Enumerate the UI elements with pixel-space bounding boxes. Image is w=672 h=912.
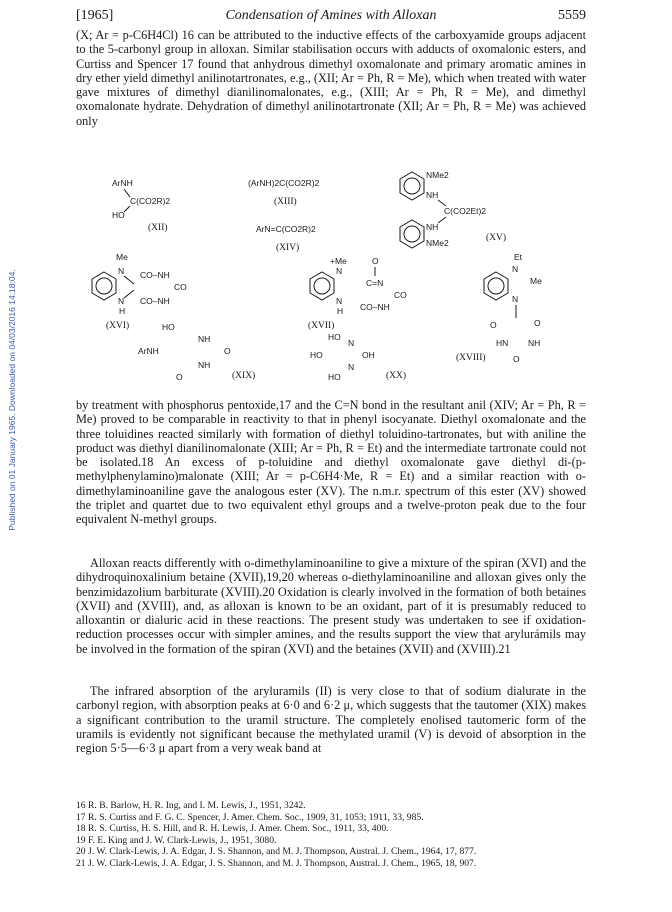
- xv-nme2-top: NMe2: [426, 170, 449, 180]
- xvi-h: H: [119, 306, 126, 316]
- xii-ho: HO: [112, 210, 125, 220]
- paragraph-3: Alloxan reacts differently with o-dimethylaminoaniline to give a mixture of the spiran (XVI) and the dihydroquinoxalinium betaine (XVII),19,20 whereas o-diethylaminoaniline and alloxan gives only the benzimidazolium barbiturate (XVIII).20 Oxidation is clearly involved in the formation of both betaines (XVII) and (XVIII), and, as alloxan is known to be an oxidant, part of it is presumably reduced to alloxantin or dialuric acid in these reactions. The present study was undertaken to see if oxidation-reduction processes occur with simpler amines, and the results support the view that arylurámils may be involved in the formation of the spiran (XVI) and the betaines (XVII) and (XVIII).21: [76, 556, 586, 656]
- xx-ho-left: HO: [310, 350, 323, 360]
- xv-aromatic-ring-bottom: [404, 226, 420, 242]
- footnote-20: 20 J. W. Clark-Lewis, J. A. Edgar, J. S. Shannon, and M. J. Thompson, Austral. J. Chem., 1964, 17, 877.: [76, 846, 477, 858]
- xvii-o-minus: O: [372, 256, 379, 266]
- running-header: [76, 8, 586, 26]
- download-sidebar-note: [2, 140, 22, 660]
- xvi-co: CO: [174, 282, 187, 292]
- xix-o-bottom: O: [176, 372, 183, 382]
- xvii-h: H: [337, 306, 344, 316]
- xvi-methyl: Me: [116, 252, 128, 262]
- label-xx: (XX): [386, 371, 407, 381]
- label-xii: (XII): [148, 223, 168, 233]
- xix-nh-bottom: NH: [198, 360, 211, 370]
- xvii-co: CO: [394, 290, 407, 300]
- chemical-structures-scheme: [76, 168, 596, 394]
- paragraph-2: by treatment with phosphorus pentoxide,17 and the C=N bond in the resultant anil (XIV; Ar = Ph, R = Me) proved to be comparable in reactivity to that in phenyl isocyanate. Diethyl oxomalonate and the three toluidines reacted similarly with formation of diethyl toluidino-tartronates, but with aniline the product was diethyl dianilinomalonate (XIII; Ar = Ph, R = Et) and the intermediate tartronate could not be isolated.18 An excess of p-toluidine and diethyl oxomalonate gave diethyl di-(p-methylphenylamino)malonate (XIII; Ar = p-C6H4·Me, R = Et) and a similar reaction with o-dimethylaminoaniline gave the analogous ester (XV). The n.m.r. spectrum of this ester (XV) showed the triplet and quartet due to two equivalent ethyl groups and a twelve-proton peak due to the four equivalent N-methyl groups.: [76, 398, 586, 527]
- xviii-ethyl: Et: [514, 252, 523, 262]
- xx-ho-bottom: HO: [328, 372, 341, 382]
- xx-n-top: N: [348, 338, 355, 348]
- header-year: [1965]: [76, 8, 114, 23]
- xvi-bond-2: [124, 290, 134, 298]
- xviii-o-bottom: O: [513, 354, 520, 364]
- xvii-c-n: C=N: [366, 278, 384, 288]
- xvii-n-plus: N: [336, 266, 343, 276]
- xv-bond-2: [438, 217, 446, 223]
- xiii-formula: (ArNH)2C(CO2R)2: [248, 178, 320, 188]
- download-note-text: Published on 01 January 1965. Downloaded on 04/03/2016 14:18:04.: [7, 269, 17, 531]
- xviii-nh: NH: [528, 338, 541, 348]
- xvi-n-bottom: N: [118, 296, 125, 306]
- xviii-hn: HN: [496, 338, 509, 348]
- xii-carbon: C(CO2R)2: [130, 196, 171, 206]
- xvii-aromatic-ring: [314, 278, 330, 294]
- xviii-o-right: O: [534, 318, 541, 328]
- xix-arnh: ArNH: [138, 346, 159, 356]
- xv-carbon: C(CO2Et)2: [444, 206, 487, 216]
- label-xvii: (XVII): [308, 321, 335, 331]
- label-xv: (XV): [486, 233, 507, 243]
- footnote-21: 21 J. W. Clark-Lewis, J. A. Edgar, J. S. Shannon, and M. J. Thompson, Austral. J. Chem., 1965, 18, 907.: [76, 857, 477, 869]
- xvii-n-bottom: N: [336, 296, 343, 306]
- xviii-n-bottom: N: [512, 294, 519, 304]
- xv-aromatic-ring-top: [404, 178, 420, 194]
- label-xvi: (XVI): [106, 321, 130, 331]
- paragraph-4: The infrared absorption of the aryluramils (II) is very close to that of sodium dialurate in the carbonyl region, with absorption peaks at 6·0 and 6·2 μ, which suggests that the tautomer (XIX) makes a significant contribution to the uramil structure. The completely enolised tautomeric form of the uramils is evidently not significant because the methylated uramil (V) is devoid of absorption in the region 5·5—6·3 μ apart from a very weak band at: [76, 684, 586, 756]
- xviii-n-top: N: [512, 264, 519, 274]
- footnote-19: 19 F. E. King and J. W. Clark-Lewis, J., 1951, 3080.: [76, 834, 277, 846]
- xvi-co-nh-top: CO–NH: [140, 270, 170, 280]
- xx-ho-top: HO: [328, 332, 341, 342]
- xvii-co-nh: CO–NH: [360, 302, 390, 312]
- footnote-18: 18 R. S. Curtiss, H. S. Hill, and R. H. Lewis, J. Amer. Chem. Soc., 1911, 33, 400.: [76, 823, 389, 835]
- label-xiii: (XIII): [274, 197, 297, 207]
- xii-bond-2: [124, 206, 130, 212]
- xv-nh-bottom: NH: [426, 222, 439, 232]
- xvi-bond-1: [124, 276, 134, 284]
- label-xiv: (XIV): [276, 243, 300, 253]
- footnote-16: 16 R. B. Barlow, H. R. Ing, and I. M. Lewis, J., 1951, 3242.: [76, 800, 306, 811]
- xix-ho: HO: [162, 322, 175, 332]
- xvi-n-top: N: [118, 266, 125, 276]
- xviii-o-left: O: [490, 320, 497, 330]
- xv-nme2-bottom: NMe2: [426, 238, 449, 248]
- xviii-aromatic-ring: [488, 278, 504, 294]
- xx-n-bottom: N: [348, 362, 355, 372]
- xx-oh: OH: [362, 350, 375, 360]
- xvi-co-nh-bottom: CO–NH: [140, 296, 170, 306]
- xvi-aromatic-ring: [96, 278, 112, 294]
- xv-nh-top: NH: [426, 190, 439, 200]
- xviii-methyl: Me: [530, 276, 542, 286]
- header-page-number: 5559: [558, 8, 586, 23]
- xix-o-right: O: [224, 346, 231, 356]
- structures-svg: [76, 168, 596, 394]
- xvii-methyl: +Me: [330, 256, 347, 266]
- footnote-17: 17 R. S. Curtiss and F. G. C. Spencer, J. Amer. Chem. Soc., 1909, 31, 1053; 1911, 33, 985.: [76, 811, 424, 823]
- xiv-formula: ArN=C(CO2R)2: [256, 224, 316, 234]
- xix-nh-top: NH: [198, 334, 211, 344]
- header-title: Condensation of Amines with Alloxan: [225, 8, 437, 23]
- paragraph-1: (X; Ar = p-C6H4Cl) 16 can be attributed to the inductive effects of the carboxyamide groups adjacent to the 5-carbonyl group in alloxan. Similar stabilisation occurs with adducts of oxomalonic esters, and Curtiss and Spencer 17 found that anhydrous dimethyl oxomalonate and primary aromatic amines in dry ether yield dimethyl anilinotartronates, e.g., (XII; Ar = Ph, R = Me), which when treated with water gave mixtures of dimethyl dianilinomalonates, e.g., (XIII; Ar = Ph, R = Me), and dimethyl oxomalonate hydrate. Dehydration of dimethyl anilinotartronate (XII; Ar = Ph, R = Me) was achieved only: [76, 28, 586, 128]
- footnotes: [76, 800, 586, 870]
- label-xix: (XIX): [232, 371, 256, 381]
- label-xviii: (XVIII): [456, 353, 486, 363]
- xii-arnh: ArNH: [112, 178, 133, 188]
